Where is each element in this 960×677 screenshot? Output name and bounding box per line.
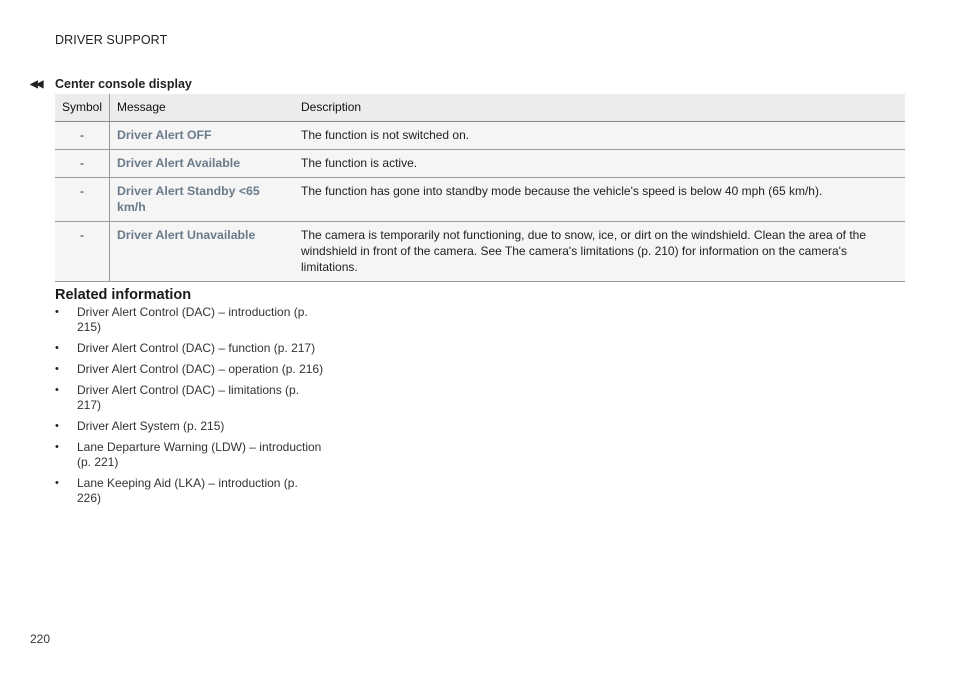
- bullet-icon: •: [55, 384, 59, 396]
- bullet-icon: •: [55, 363, 59, 375]
- column-header-description: Description: [294, 94, 905, 122]
- symbol-cell: -: [55, 122, 110, 150]
- symbol-cell: -: [55, 222, 110, 282]
- table-row: [55, 150, 905, 178]
- bullet-icon: •: [55, 477, 59, 489]
- running-header: DRIVER SUPPORT: [55, 33, 168, 47]
- page-number: 220: [30, 632, 51, 646]
- list-item[interactable]: [55, 362, 325, 377]
- description-cell: The function is active.: [294, 150, 905, 178]
- table-row: [55, 222, 905, 282]
- table-row: [55, 178, 905, 222]
- list-item-text: Driver Alert Control (DAC) – operation (p. 216): [77, 362, 324, 376]
- list-item[interactable]: [55, 341, 325, 356]
- table-header-row: [55, 94, 905, 122]
- list-item-text: Driver Alert System (p. 215): [77, 419, 225, 433]
- table-row: [55, 122, 905, 150]
- list-item-text: Driver Alert Control (DAC) – introduction (p. 215): [77, 305, 308, 334]
- symbol-cell: -: [55, 178, 110, 222]
- message-cell: Driver Alert Standby <65 km/h: [110, 178, 295, 222]
- bullet-icon: •: [55, 420, 59, 432]
- description-cell: The function is not switched on.: [294, 122, 905, 150]
- section-heading: [30, 77, 192, 91]
- message-cell: Driver Alert OFF: [110, 122, 295, 150]
- description-cell: The function has gone into standby mode because the vehicle's speed is below 40 mph (65 km/h).: [294, 178, 905, 222]
- related-information-heading: Related information: [55, 287, 192, 303]
- bullet-icon: •: [55, 342, 59, 354]
- continued-arrows-icon: ◀◀: [30, 78, 42, 90]
- column-header-message: Message: [110, 94, 295, 122]
- related-information-list: [55, 305, 325, 512]
- bullet-icon: •: [55, 306, 59, 318]
- list-item-text: Driver Alert Control (DAC) – limitations (p. 217): [77, 383, 300, 412]
- list-item-text: Lane Keeping Aid (LKA) – introduction (p. 226): [77, 476, 298, 505]
- message-table: [55, 94, 905, 282]
- message-cell: Driver Alert Available: [110, 150, 295, 178]
- description-cell: The camera is temporarily not functioning, due to snow, ice, or dirt on the windshield. Clean the area of the windshield in front of the camera. See The camera's limitations (p. 210) for information on the camera's limitations.: [294, 222, 905, 282]
- message-cell: Driver Alert Unavailable: [110, 222, 295, 282]
- section-title: Center console display: [55, 77, 192, 91]
- list-item[interactable]: [55, 383, 325, 413]
- list-item[interactable]: [55, 305, 325, 335]
- list-item[interactable]: [55, 440, 325, 470]
- symbol-cell: -: [55, 150, 110, 178]
- list-item[interactable]: [55, 419, 325, 434]
- list-item-text: Lane Departure Warning (LDW) – introduction (p. 221): [77, 440, 322, 469]
- column-header-symbol: Symbol: [55, 94, 110, 122]
- list-item-text: Driver Alert Control (DAC) – function (p. 217): [77, 341, 316, 355]
- bullet-icon: •: [55, 441, 59, 453]
- list-item[interactable]: [55, 476, 325, 506]
